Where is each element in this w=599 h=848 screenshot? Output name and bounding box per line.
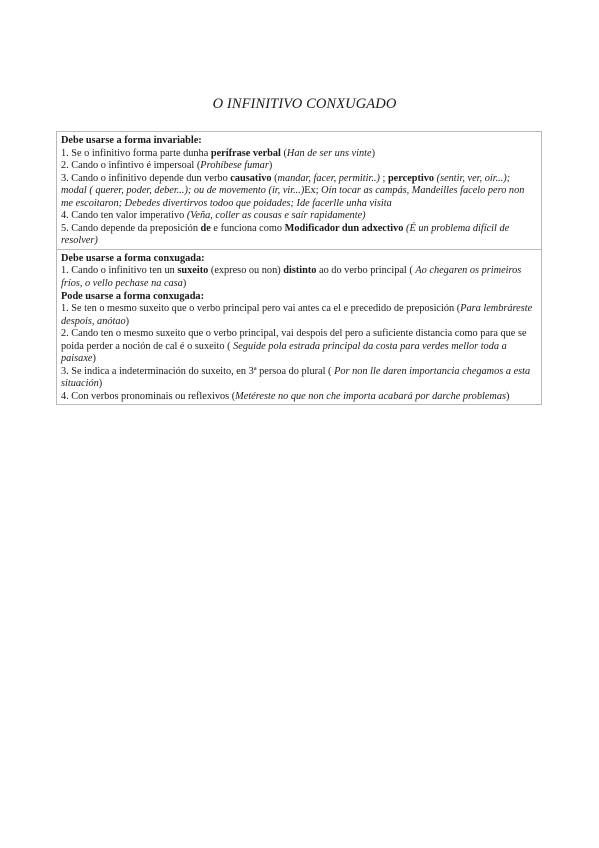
document-title: O INFINITIVO CONXUGADO: [212, 96, 397, 112]
rule-text: 3. Cando o infinitivo depende dun verbo: [61, 172, 231, 184]
must-conxugada-heading: Debe usarse a forma conxugada:: [61, 252, 205, 264]
rule-example: Prohíbese fumar: [200, 160, 269, 172]
invariable-rule-3: [61, 173, 537, 211]
rule-example: Seguide pola estrada principal da costa para verdes mellor toda a paisaxe: [61, 340, 507, 365]
may-conxugada-rule-1: [61, 303, 537, 328]
rule-keyword: perífrase verbal: [210, 147, 281, 159]
may-conxugada-heading: Pode usarse a forma conxugada:: [61, 290, 205, 302]
rule-example: Ao chegaren os primeiros fríos, o vello pechase na casa: [61, 265, 522, 290]
rule-example: (sentir, ver, oír...); modal ( querer, poder, deber...); ou de movemento (ir, vir...): [61, 172, 511, 197]
rule-keyword: perceptivo: [387, 172, 435, 184]
must-conxugada-rule-1: [61, 265, 537, 290]
rule-example: (Veña, coller as cousas e saír rapidamente): [186, 210, 366, 222]
may-conxugada-rule-4: [61, 391, 537, 404]
rule-text: (: [280, 147, 287, 159]
rule-text: ;: [379, 172, 388, 184]
invariable-rule-4: [61, 210, 537, 223]
invariable-rule-2: [61, 160, 537, 173]
rule-keyword: Modificador dun adxectivo: [284, 222, 404, 234]
rule-example: mandar, facer, permitir..): [277, 172, 380, 184]
may-conxugada-rule-3: [61, 366, 537, 391]
rule-text: ): [268, 160, 273, 172]
rule-example: Para lembráreste despois, anótao: [61, 303, 533, 327]
may-conxugada-rule-2: [61, 328, 537, 366]
conxugada-section: [57, 249, 541, 405]
rule-keyword: distinto: [283, 265, 317, 277]
rules-table: [56, 131, 542, 405]
rule-text: 4. Cando ten valor imperativo: [61, 210, 187, 222]
rule-text: ): [506, 390, 510, 402]
rule-text: ): [92, 353, 96, 365]
rule-text: 4. Con verbos pronominais ou reflexivos (: [61, 390, 236, 402]
rule-text: Ex;: [304, 185, 322, 197]
rule-text: ): [182, 278, 187, 290]
rule-text: e funciona como: [210, 222, 285, 234]
invariable-heading: Debe usarse a forma invariable:: [61, 135, 202, 146]
rule-example: (É un problema difícil de resolver): [61, 222, 510, 247]
rule-text: 1. Se o infinitivo forma parte dunha: [61, 147, 211, 159]
rule-text: 1. Cando o infinitivo ten un: [61, 265, 178, 277]
rule-keyword: de: [200, 222, 211, 234]
rule-text: 3. Se indica a indeterminación do suxeito, en 3ª persoa do plural (: [61, 365, 335, 377]
rule-example: Oín tocar as campás, Mandeilles facelo pero non me escoitaron; Debedes divertirvos todoo que poidades; Ide facerlle unha visita: [61, 185, 525, 209]
rule-text: 5. Cando depende da preposición: [61, 222, 201, 234]
invariable-rule-5: [61, 223, 537, 248]
invariable-rule-1: [61, 148, 537, 161]
rule-text: 2. Cando ten o mesmo suxeito que o verbo principal, vai despois del pero a suficiente distancia como para que se poida perder a noción de cal é o suxeito (: [61, 328, 527, 352]
invariable-section: [57, 132, 541, 249]
rule-text: (expreso ou non): [208, 265, 284, 277]
rule-text: ): [125, 315, 130, 327]
rule-keyword: suxeito: [177, 265, 209, 277]
rule-example: Metéreste no que non che importa acabará por darche problemas: [235, 390, 506, 402]
rule-text: ): [98, 378, 103, 390]
rule-text: ao do verbo principal (: [316, 265, 416, 277]
rule-text: (: [271, 172, 278, 184]
rule-keyword: causativo: [230, 172, 272, 184]
rule-text: 2. Cando o infintivo é impersoal (: [61, 160, 201, 172]
rule-text: ): [371, 147, 376, 159]
rule-example: Han de ser uns vinte: [286, 147, 372, 159]
rule-example: Por non lle daren importancia chegamos a esta situación: [61, 365, 531, 390]
rule-text: 1. Se ten o mesmo suxeito que o verbo principal pero vai antes ca el e precedido de preposición (: [61, 303, 461, 315]
